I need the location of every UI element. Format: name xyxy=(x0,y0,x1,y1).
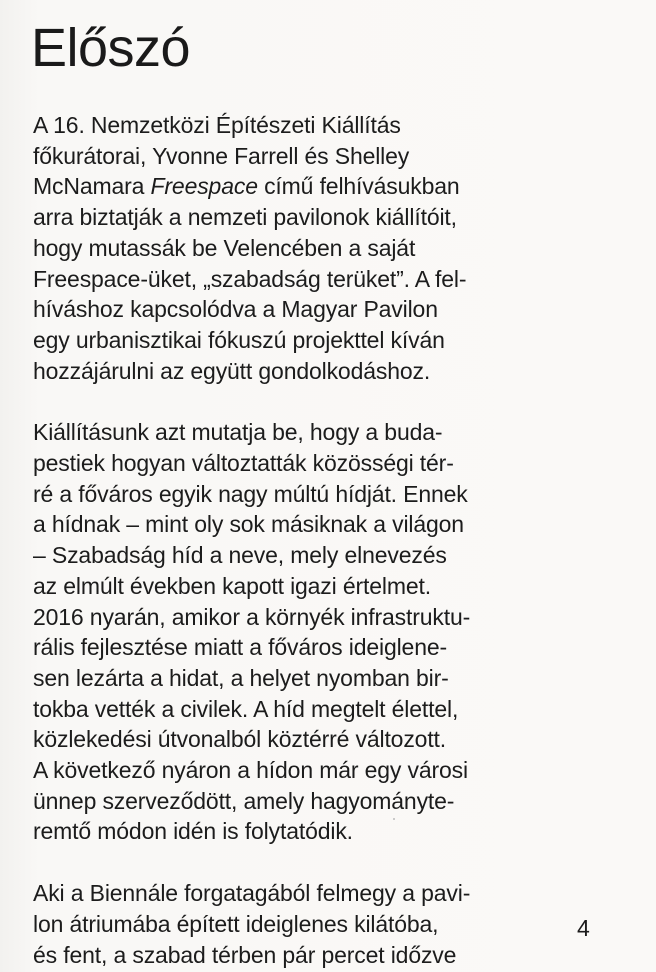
paragraph-3 xyxy=(33,878,553,970)
text-line: remtő módon idén is folytatódik. xyxy=(33,818,353,845)
print-speck xyxy=(393,818,395,820)
text-run: című felhívásukban xyxy=(257,173,460,200)
text-line: pestiek hogyan változtatták közösségi tér- xyxy=(33,450,454,477)
paragraph-2 xyxy=(33,417,553,847)
italic-title: Freespace xyxy=(150,173,258,200)
text-line: hogy mutassák be Velencében a saját xyxy=(33,234,416,261)
text-line: főkurátorai, Yvonne Farrell és Shelley xyxy=(33,142,410,169)
text-run: McNamara xyxy=(33,173,151,200)
text-line: egy urbanisztikai fókuszú projekttel kíván xyxy=(33,326,445,353)
text-line: ünnep szerveződött, amely hagyományte- xyxy=(33,787,455,814)
text-line: Freespace-üket, „szabadság terüket”. A fel- xyxy=(33,265,467,292)
text-line: 2016 nyarán, amikor a környék infrastruktu- xyxy=(33,603,471,630)
text-line: közlekedési útvonalból köztérré változott. xyxy=(33,726,447,753)
text-line: A 16. Nemzetközi Építészeti Kiállítás xyxy=(33,112,401,138)
text-line: és fent, a szabad térben pár percet időzve xyxy=(33,941,457,968)
text-line: lon átriumába épített ideiglenes kilátóba, xyxy=(33,910,439,937)
text-line: Aki a Biennále forgatagából felmegy a pavi- xyxy=(33,880,471,907)
page-number: 4 xyxy=(577,915,590,941)
text-line xyxy=(33,171,553,202)
text-line: A következő nyáron a hídon már egy városi xyxy=(33,757,468,784)
text-line: az elmúlt években kapott igazi értelmet. xyxy=(33,572,431,599)
text-line: arra biztatják a nemzeti pavilonok kiállítóit, xyxy=(33,204,457,231)
text-line: tokba vették a civilek. A híd megtelt élettel, xyxy=(33,695,459,722)
body-text xyxy=(33,110,553,970)
page-title: Előszó xyxy=(31,18,191,78)
paragraph-1 xyxy=(33,110,553,386)
text-line: – Szabadság híd a neve, mely elnevezés xyxy=(33,542,447,569)
text-line: sen lezárta a hidat, a helyet nyomban bir- xyxy=(33,664,449,691)
text-line: rális fejlesztése miatt a főváros ideiglene- xyxy=(33,634,447,661)
text-line: híváshoz kapcsolódva a Magyar Pavilon xyxy=(33,296,438,323)
text-line: a hídnak – mint oly sok másiknak a világon xyxy=(33,511,464,538)
text-line: hozzájárulni az együtt gondolkodáshoz. xyxy=(33,357,431,384)
text-line: ré a főváros egyik nagy múltú hídját. Ennek xyxy=(33,480,468,507)
text-line: Kiállításunk azt mutatja be, hogy a buda- xyxy=(33,419,443,446)
